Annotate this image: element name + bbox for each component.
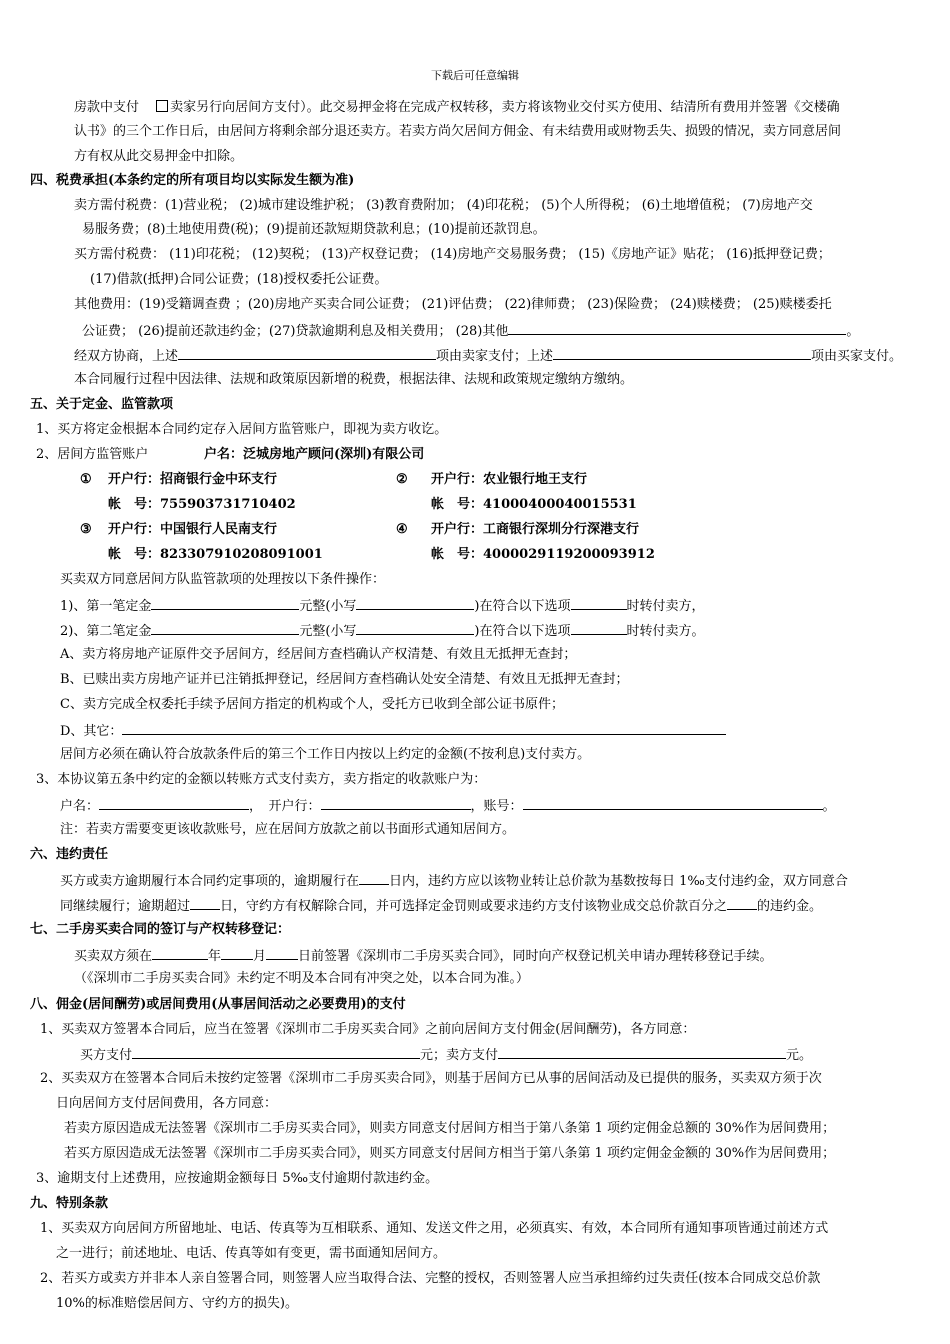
option-d-blank[interactable] [122,721,726,735]
first-deposit-option-blank[interactable] [571,596,627,610]
seller-fault-fee: 若卖方原因造成无法签署《深圳市二手房买卖合同》，则卖方同意支付居间方相当于第八条第 1 项约定佣金总额的 30%作为居间费用； [64,1121,836,1136]
buyer-items-blank[interactable] [553,346,811,360]
section8-title: 八、佣金(居间酬劳)或居间费用(从事居间活动之必要费用)的支付 [30,997,406,1012]
bank-3-name: 开户行：中国银行人民南支行 [108,522,278,537]
bank-name-blank[interactable] [321,796,471,810]
supervision-conditions: 买卖双方同意居间方队监管款项的处理按以下条件操作： [60,572,386,587]
bank-2-name: 开户行：农业银行地王支行 [431,472,588,487]
fee-agreement-line: 经双方协商，上述 项由卖家支付；上述 项由买家支付。 [74,346,902,365]
seller-commission-blank[interactable] [498,1045,786,1059]
commission-clause-1: 1、买卖双方签署本合同后，应当在签署《深圳市二手房买卖合同》之前向居间方支付佣金(居间酬劳)，各方同意： [40,1022,696,1037]
seller-taxes-line1: 卖方需付税费：(1)营业税； (2)城市建设维护税； (3)教育费附加； (4)印花税； (5)个人所得税； (6)土地增值税； (7)房地产交 [74,198,813,213]
overdue-limit-blank[interactable] [190,896,220,910]
account-name-blank[interactable] [99,796,249,810]
deposit-clause-1: 1、买方将定金根据本合同约定存入居间方监管账户，即视为卖方收讫。 [36,422,448,437]
section4-title: 四、税费承担(本条约定的所有项目均以实际发生额为准) [30,173,355,188]
month-blank[interactable] [221,946,253,960]
second-deposit-option-blank[interactable] [571,621,627,635]
bank-3-account: 帐 号：823307910208091001 [108,547,323,562]
breach-line1: 买方或卖方逾期履行本合同约定事项的，逾期履行在 日内，违约方应以该物业转让总价款为基数按每日 1‰支付违约金，双方同意合 [60,871,848,890]
account-change-note: 注：若卖方需要变更该收款账号，应在居间方放款之前以书面形式通知居间方。 [60,822,516,837]
commission-clause-2b: 日向居间方支付居间费用，各方同意： [56,1096,278,1111]
section9-title: 九、特别条款 [30,1196,109,1211]
bank-2-no: ② [396,472,408,487]
buyer-fault-fee: 若买方原因造成无法签署《深圳市二手房买卖合同》，则买方同意支付居间方相当于第八条第 1 项约定佣金金额的 30%作为居间费用； [64,1146,836,1161]
first-deposit-line: 1)、第一笔定金 元整(小写 )在符合以下选项 时转付卖方， [60,596,705,615]
section3-line1: 房款中支付 卖家另行向居间方支付）。此交易押金将在完成产权转移，卖方将该物业交付买方使用、结清所有费用并签署《交楼确 [74,100,840,115]
bank-1-name: 开户行：招商银行金中环支行 [108,472,278,487]
new-tax-clause: 本合同履行过程中因法律、法规和政策原因新增的税费，根据法律、法规和政策规定缴纳方缴纳。 [74,372,634,387]
bank-4-no: ④ [396,522,408,537]
payment-timing: 居间方必须在确认符合放款条件后的第三个工作日内按以上约定的金额(不按利息)支付卖方。 [60,747,591,762]
section5-title: 五、关于定金、监管款项 [30,397,174,412]
bank-2-account: 帐 号：41000400040015531 [431,497,637,512]
late-payment-clause: 3、逾期支付上述费用，应按逾期金额每日 5‰支付逾期付款违约金。 [36,1171,439,1186]
bank-3-no: ③ [80,522,92,537]
bank-4-name: 开户行：工商银行深圳分行深港支行 [431,522,640,537]
account-number-blank[interactable] [523,796,823,810]
day-blank[interactable] [266,946,298,960]
seller-items-blank[interactable] [178,346,436,360]
buyer-taxes-line1: 买方需付税费： (11)印花税； (12)契税； (13)产权登记费； (14)房地产交易服务费； (15)《房地产证》贴花； (16)抵押登记费； [74,247,831,262]
account-holder: 户名：泛城房地产顾问(深圳)有限公司 [204,447,425,462]
bank-1-no: ① [80,472,92,487]
page-header: 下载后可任意编辑 [431,69,519,82]
checkbox[interactable] [156,100,168,112]
bank-4-account: 帐 号：4000029119200093912 [431,547,655,562]
penalty-percent-blank[interactable] [727,896,757,910]
option-b: B、已赎出卖方房地产证并已注销抵押登记，经居间方查档确认处安全清楚、有效且无抵押无查封； [60,672,629,687]
breach-line2: 同继续履行；逾期超过 日，守约方有权解除合同，并可选择定金罚则或要求违约方支付该物业成交总价款百分之 的违约金。 [60,896,822,915]
special-clause-2b: 10%的标准赔偿居间方、守约方的损失)。 [56,1296,298,1311]
commission-payment-line: 买方支付 元；卖方支付 元。 [80,1045,812,1064]
supervision-account-label: 2、居间方监管账户 [36,447,149,462]
bank-1-account: 帐 号：755903731710402 [108,497,296,512]
special-clause-2a: 2、若买方或卖方并非本人亲自签署合同，则签署人应当取得合法、完整的授权，否则签署人应当承担缔约过失责任(按本合同成交总价款 [40,1271,821,1286]
deposit-clause-3: 3、本协议第五条中约定的金额以转账方式支付卖方，卖方指定的收款账户为： [36,772,487,787]
section3-line2: 认书》的三个工作日后，由居间方将剩余部分退还卖方。若卖方尚欠居间方佣金、有未结费用或财物丢失、损毁的情况，卖方同意居间 [74,124,842,139]
seller-account-line: 户名： ， 开户行： ，账号： 。 [60,796,836,815]
first-deposit-amount-blank[interactable] [151,596,299,610]
special-clause-1a: 1、买卖双方向居间方所留地址、电话、传真等为互相联系、通知、发送文件之用，必须真实、有效，本合同所有通知事项皆通过前述方式 [40,1221,829,1236]
other-fees-line1: 其他费用：(19)受籍调查费 ；(20)房地产买卖合同公证费； (21)评估费； (22)律师费； (23)保险费； (24)赎楼费； (25)赎楼委托 [74,297,832,312]
option-a: A、卖方将房地产证原件交予居间方，经居间方查档确认产权清楚、有效且无抵押无查封； [60,647,577,662]
seller-taxes-line2: 易服务费；(8)土地使用费(税)；(9)提前还款短期贷款利息；(10)提前还款罚息。 [82,222,546,237]
section6-title: 六、违约责任 [30,847,109,862]
second-deposit-figure-blank[interactable] [356,621,474,635]
option-d: D、其它： [60,721,726,740]
section3-line3: 方有权从此交易押金中扣除。 [74,149,244,164]
contract-signing-line: 买卖双方须在 年 月 日前签署《深圳市二手房买卖合同》，同时向产权登记机关申请办理转移登记手续。 [74,946,773,965]
special-clause-1b: 之一进行；前述地址、电话、传真等如有变更，需书面通知居间方。 [56,1246,447,1261]
first-deposit-figure-blank[interactable] [356,596,474,610]
buyer-taxes-line2: (17)借款(抵押)合同公证费；(18)授权委托公证费。 [90,272,388,287]
second-deposit-line: 2)、第二笔定金 元整(小写 )在符合以下选项 时转付卖方。 [60,621,705,640]
other-fees-line2: 公证费； (26)提前还款违约金；(27)贷款逾期利息及相关费用； (28)其他 。 [82,321,859,340]
commission-clause-2a: 2、买卖双方在签署本合同后未按约定签署《深圳市二手房买卖合同》，则基于居间方已从事的居间活动及已提供的服务，买卖双方须于次 [40,1071,822,1086]
section7-title: 七、二手房买卖合同的签订与产权转移登记： [30,922,291,937]
option-c: C、卖方完成全权委托手续予居间方指定的机构或个人，受托方已收到全部公证书原件； [60,697,564,712]
buyer-commission-blank[interactable] [132,1045,420,1059]
year-blank[interactable] [152,946,208,960]
other-fee-blank[interactable] [508,321,846,335]
contract-precedence-note: （《深圳市二手房买卖合同》未约定不明及本合同有冲突之处，以本合同为准。） [74,971,530,986]
second-deposit-amount-blank[interactable] [151,621,299,635]
overdue-days-blank[interactable] [359,871,389,885]
